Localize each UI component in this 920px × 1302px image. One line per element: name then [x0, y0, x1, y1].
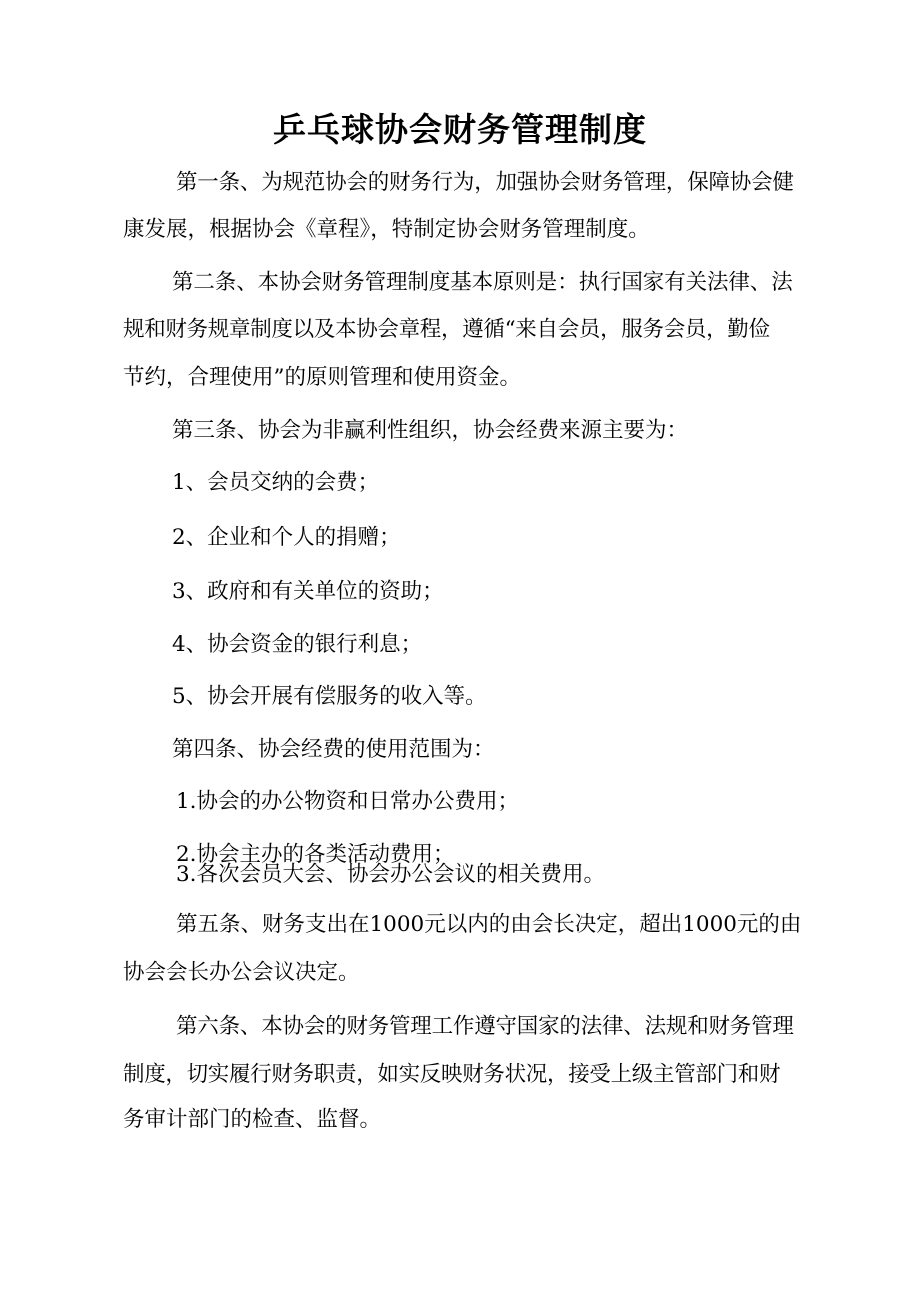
article-6-line-1: 第六条、本协会的财务管理工作遵守国家的法律、法规和财务管理	[176, 1014, 794, 1039]
article-4-line-1: 第四条、协会经费的使用范围为：	[172, 737, 495, 762]
source-item-1: 1、会员交纳的会费；	[172, 470, 380, 495]
source-item-5: 5、协会开展有偿服务的收入等。	[172, 684, 487, 709]
article-2-line-3: 节约，合理使用”的原则管理和使用资金。	[123, 365, 521, 390]
usage-item-3: 3.各次会员大会、协会办公会议的相关费用。	[176, 862, 606, 887]
article-2-line-2: 规和财务规章制度以及本协会章程，遵循“来自会员，服务会员，勤俭	[123, 317, 770, 342]
source-item-4: 4、协会资金的银行利息；	[172, 632, 423, 657]
article-2-line-1: 第二条、本协会财务管理制度基本原则是：执行国家有关法律、法	[172, 270, 793, 295]
usage-item-2: 2.协会主办的各类活动费用；	[176, 842, 455, 867]
source-item-3: 3、政府和有关单位的资助；	[172, 579, 444, 604]
article-3-line-1: 第三条、协会为非赢利性组织，协会经费来源主要为：	[172, 418, 689, 443]
usage-item-1: 1.协会的办公物资和日常办公费用；	[176, 789, 520, 814]
article-1-line-2: 康发展，根据协会《章程》，特制定协会财务管理制度。	[123, 217, 650, 242]
document-title: 乒乓球协会财务管理制度	[273, 110, 647, 149]
article-1-line-1: 第一条、为规范协会的财务行为，加强协会财务管理，保障协会健	[176, 170, 794, 195]
article-6-line-3: 务审计部门的检查、监督。	[123, 1107, 382, 1132]
article-5-line-2: 协会会长办公会议决定。	[123, 960, 360, 985]
article-6-line-2: 制度，切实履行财务职责，如实反映财务状况，接受上级主管部门和财	[123, 1062, 781, 1087]
article-5-line-1: 第五条、财务支出在1000元以内的由会长决定，超出1000元的由	[176, 912, 802, 937]
source-item-2: 2、企业和个人的捐赠；	[172, 525, 401, 550]
